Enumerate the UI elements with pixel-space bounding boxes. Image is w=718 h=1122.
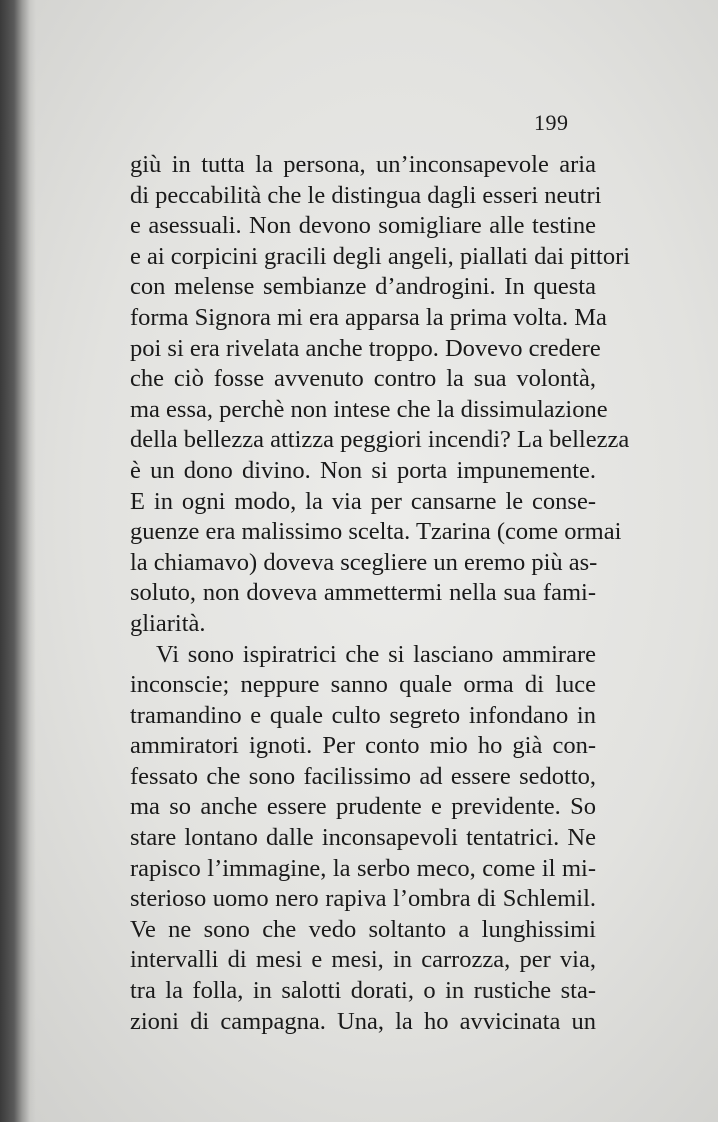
text-line: che ciò fosse avvenuto contro la sua volontà, bbox=[130, 365, 596, 393]
text-line: tra la folla, in salotti dorati, o in rustiche sta- bbox=[130, 977, 596, 1005]
text-line: ma essa, perchè non intese che la dissimulazione bbox=[130, 395, 608, 423]
text-line: Vi sono ispiratrici che si lasciano ammirare bbox=[156, 640, 596, 668]
text-line: è un dono divino. Non si porta impunemente. bbox=[130, 456, 596, 484]
text-line: di peccabilità che le distingua dagli esseri neutri bbox=[130, 181, 602, 209]
text-line: forma Signora mi era apparsa la prima volta. Ma bbox=[130, 303, 607, 331]
text-line: guenze era malissimo scelta. Tzarina (come ormai bbox=[130, 518, 622, 546]
text-line: Ve ne sono che vedo soltanto a lunghissimi bbox=[130, 915, 596, 943]
text-line: rapisco l’immagine, la serbo meco, come il mi- bbox=[130, 854, 596, 882]
binding-gutter-shadow bbox=[0, 0, 36, 1122]
text-line: e ai corpicini gracili degli angeli, piallati dai pittori bbox=[130, 242, 631, 270]
text-line: fessato che sono facilissimo ad essere sedotto, bbox=[130, 762, 596, 790]
text-line: ma so anche essere prudente e previdente. So bbox=[130, 793, 596, 821]
text-line: soluto, non doveva ammettermi nella sua fami- bbox=[130, 579, 596, 607]
text-line: intervalli di mesi e mesi, in carrozza, per via, bbox=[130, 946, 596, 974]
text-line: sterioso uomo nero rapiva l’ombra di Schlemil. bbox=[130, 885, 596, 913]
text-line: inconscie; neppure sanno quale orma di luce bbox=[130, 671, 596, 699]
text-line: con melense sembianze d’androgini. In questa bbox=[130, 273, 596, 301]
text-line: stare lontano dalle inconsapevoli tentatrici. Ne bbox=[130, 824, 596, 852]
text-line: zioni di campagna. Una, la ho avvicinata un bbox=[130, 1007, 596, 1035]
text-line: della bellezza attizza peggiori incendi? La bellezza bbox=[130, 426, 630, 454]
text-line: tramandino e quale culto segreto infondano in bbox=[130, 701, 596, 729]
text-line: gliarità. bbox=[130, 609, 206, 637]
text-line: poi si era rivelata anche troppo. Dovevo credere bbox=[130, 334, 601, 362]
text-line: ammiratori ignoti. Per conto mio ho già con- bbox=[130, 732, 596, 760]
text-line: e asessuali. Non devono somigliare alle testine bbox=[130, 212, 596, 240]
page-number: 199 bbox=[534, 110, 569, 135]
text-line: giù in tutta la persona, un’inconsapevole aria bbox=[130, 151, 596, 178]
text-line: la chiamavo) doveva scegliere un eremo più as- bbox=[130, 548, 598, 576]
body-text bbox=[130, 150, 631, 1037]
text-line: E in ogni modo, la via per cansarne le conse- bbox=[130, 487, 596, 515]
